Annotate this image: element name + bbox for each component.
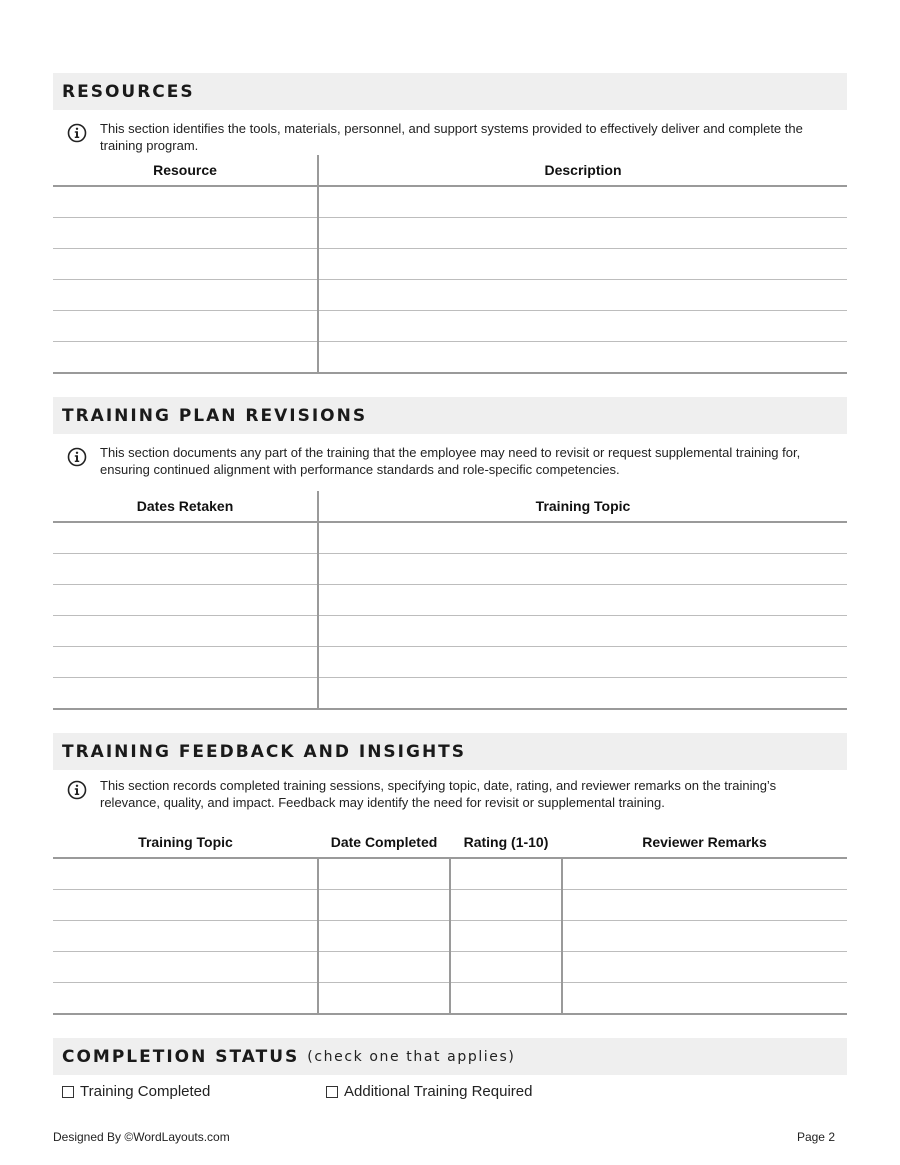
revisions-info bbox=[53, 444, 847, 478]
resource-cell[interactable] bbox=[53, 186, 318, 218]
column-header-training-topic: Training Topic bbox=[53, 827, 318, 858]
rating-cell[interactable] bbox=[450, 858, 562, 890]
description-cell[interactable] bbox=[318, 218, 847, 249]
table-row bbox=[53, 522, 847, 554]
date-completed-cell[interactable] bbox=[318, 952, 450, 983]
table-row bbox=[53, 186, 847, 218]
resources-table bbox=[53, 155, 847, 374]
resource-cell[interactable] bbox=[53, 311, 318, 342]
reviewer-remarks-cell[interactable] bbox=[562, 983, 847, 1015]
description-cell[interactable] bbox=[318, 186, 847, 218]
table-row bbox=[53, 554, 847, 585]
feedback-table bbox=[53, 827, 847, 1015]
revisions-table bbox=[53, 491, 847, 710]
additional-training-label: Additional Training Required bbox=[344, 1083, 533, 1100]
feedback-title: TRAINING FEEDBACK AND INSIGHTS bbox=[62, 741, 467, 762]
training-topic-cell[interactable] bbox=[53, 890, 318, 921]
training-completed-option[interactable] bbox=[62, 1083, 210, 1100]
description-cell[interactable] bbox=[318, 311, 847, 342]
table-row bbox=[53, 280, 847, 311]
feedback-header bbox=[53, 733, 847, 770]
resource-cell[interactable] bbox=[53, 342, 318, 374]
training-topic-cell[interactable] bbox=[53, 952, 318, 983]
table-row bbox=[53, 342, 847, 374]
training-topic-cell[interactable] bbox=[318, 585, 847, 616]
additional-training-option[interactable] bbox=[326, 1083, 532, 1100]
column-header-reviewer-remarks: Reviewer Remarks bbox=[562, 827, 847, 858]
column-header-description: Description bbox=[318, 155, 847, 186]
resource-cell[interactable] bbox=[53, 249, 318, 280]
date-completed-cell[interactable] bbox=[318, 890, 450, 921]
training-topic-cell[interactable] bbox=[318, 554, 847, 585]
checkbox-icon[interactable] bbox=[326, 1086, 338, 1098]
resources-info bbox=[53, 120, 847, 154]
info-circle-icon bbox=[53, 120, 100, 154]
table-row bbox=[53, 921, 847, 952]
resources-title: RESOURCES bbox=[62, 81, 195, 102]
checkbox-icon[interactable] bbox=[62, 1086, 74, 1098]
reviewer-remarks-cell[interactable] bbox=[562, 858, 847, 890]
rating-cell[interactable] bbox=[450, 983, 562, 1015]
description-cell[interactable] bbox=[318, 249, 847, 280]
table-row bbox=[53, 647, 847, 678]
training-topic-cell[interactable] bbox=[318, 522, 847, 554]
feedback-info-text: This section records completed training sessions, specifying topic, date, rating, and reviewer remarks on the training’s relevance, quality, and impact. Feedback may identify the need for revisit or supplemental training. bbox=[100, 778, 777, 810]
training-topic-cell[interactable] bbox=[318, 647, 847, 678]
reviewer-remarks-cell[interactable] bbox=[562, 921, 847, 952]
resource-cell[interactable] bbox=[53, 218, 318, 249]
training-topic-cell[interactable] bbox=[53, 858, 318, 890]
reviewer-remarks-cell[interactable] bbox=[562, 952, 847, 983]
date-completed-cell[interactable] bbox=[318, 858, 450, 890]
feedback-info bbox=[53, 777, 847, 811]
table-row bbox=[53, 585, 847, 616]
date-completed-cell[interactable] bbox=[318, 983, 450, 1015]
reviewer-remarks-cell[interactable] bbox=[562, 890, 847, 921]
training-topic-cell[interactable] bbox=[53, 983, 318, 1015]
resources-header bbox=[53, 73, 847, 110]
table-row bbox=[53, 678, 847, 710]
description-cell[interactable] bbox=[318, 342, 847, 374]
dates-retaken-cell[interactable] bbox=[53, 585, 318, 616]
completion-subtitle: (check one that applies) bbox=[307, 1048, 516, 1065]
table-row bbox=[53, 952, 847, 983]
table-row bbox=[53, 249, 847, 280]
column-header-rating: Rating (1-10) bbox=[450, 827, 562, 858]
revisions-header bbox=[53, 397, 847, 434]
rating-cell[interactable] bbox=[450, 952, 562, 983]
column-header-date-completed: Date Completed bbox=[318, 827, 450, 858]
table-row bbox=[53, 890, 847, 921]
dates-retaken-cell[interactable] bbox=[53, 678, 318, 710]
table-row bbox=[53, 218, 847, 249]
revisions-title: TRAINING PLAN REVISIONS bbox=[62, 405, 368, 426]
completion-title: COMPLETION STATUS bbox=[62, 1046, 300, 1067]
revisions-info-text: This section documents any part of the training that the employee may need to revisit or request supplemental training for, ensuring continued alignment with performance standards and role-specific competencies. bbox=[100, 445, 801, 477]
column-header-training-topic: Training Topic bbox=[318, 491, 847, 522]
dates-retaken-cell[interactable] bbox=[53, 522, 318, 554]
table-row bbox=[53, 858, 847, 890]
date-completed-cell[interactable] bbox=[318, 921, 450, 952]
footer-page-number: Page 2 bbox=[796, 1130, 835, 1144]
table-row bbox=[53, 616, 847, 647]
rating-cell[interactable] bbox=[450, 890, 562, 921]
info-circle-icon bbox=[53, 777, 100, 811]
footer-credit: Designed By ©WordLayouts.com bbox=[53, 1130, 230, 1144]
training-topic-cell[interactable] bbox=[53, 921, 318, 952]
training-topic-cell[interactable] bbox=[318, 678, 847, 710]
column-header-resource: Resource bbox=[53, 155, 318, 186]
info-circle-icon bbox=[53, 444, 100, 478]
training-topic-cell[interactable] bbox=[318, 616, 847, 647]
dates-retaken-cell[interactable] bbox=[53, 647, 318, 678]
training-completed-label: Training Completed bbox=[80, 1083, 211, 1100]
table-row bbox=[53, 311, 847, 342]
dates-retaken-cell[interactable] bbox=[53, 554, 318, 585]
description-cell[interactable] bbox=[318, 280, 847, 311]
table-row bbox=[53, 983, 847, 1015]
column-header-dates-retaken: Dates Retaken bbox=[53, 491, 318, 522]
resource-cell[interactable] bbox=[53, 280, 318, 311]
completion-header bbox=[53, 1038, 847, 1075]
dates-retaken-cell[interactable] bbox=[53, 616, 318, 647]
rating-cell[interactable] bbox=[450, 921, 562, 952]
resources-info-text: This section identifies the tools, materials, personnel, and support systems provided to effectively deliver and complete the training program. bbox=[100, 121, 803, 153]
